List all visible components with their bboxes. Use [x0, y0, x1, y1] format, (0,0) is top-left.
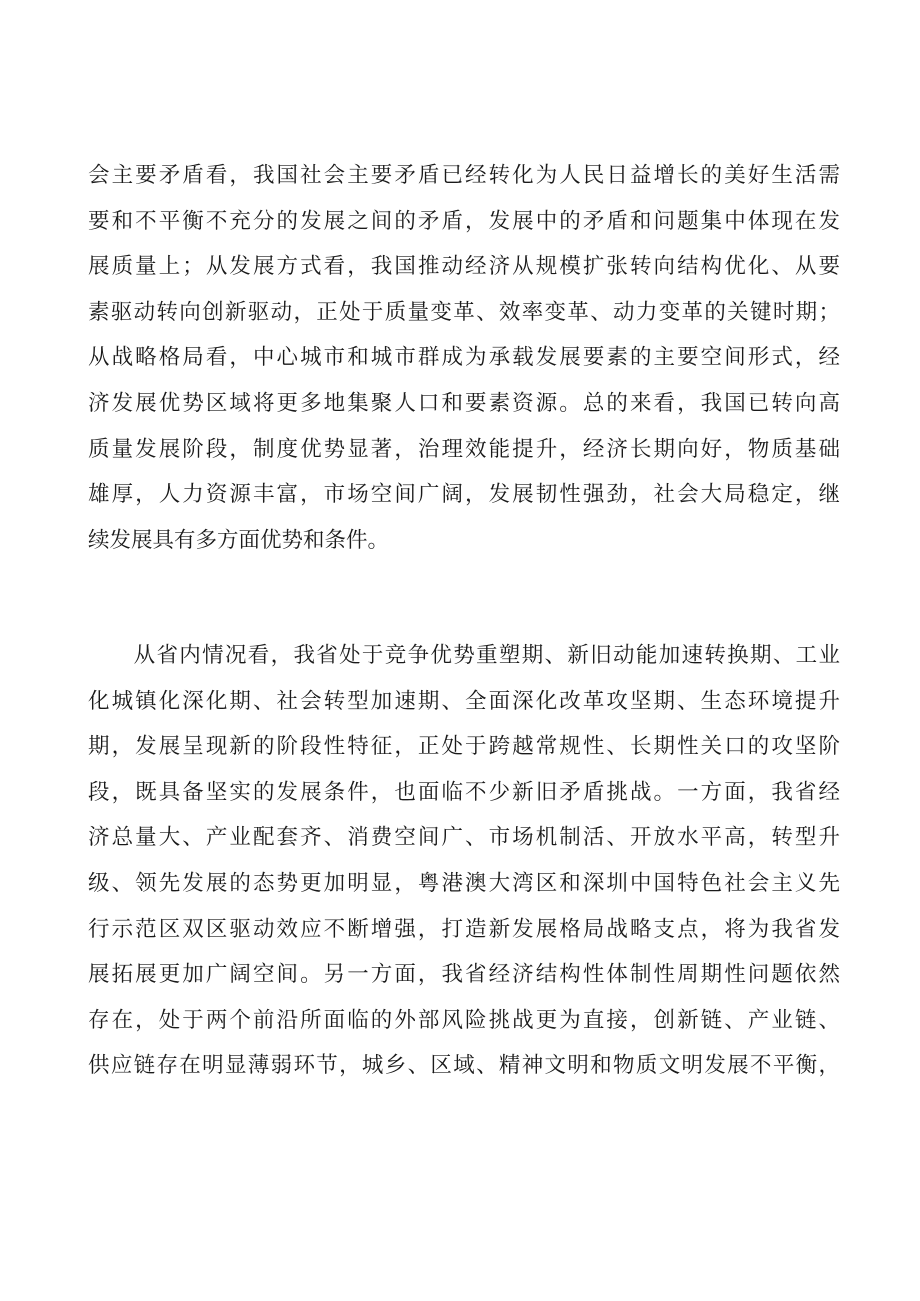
- paragraph-2-line: 供应链存在明显薄弱环节，城乡、区域、精神文明和物质文明发展不平衡，: [88, 1053, 840, 1079]
- paragraph-2-line: 化城镇化深化期、社会转型加速期、全面深化改革攻坚期、生态环境提升: [88, 688, 840, 714]
- paragraph-1: [88, 153, 840, 563]
- paragraph-1-line: 续发展具有多方面优势和条件。: [88, 527, 390, 553]
- paragraph-1-line: 会主要矛盾看，我国社会主要矛盾已经转化为人民日益增长的美好生活需: [88, 163, 840, 188]
- paragraph-2-line: 存在，处于两个前沿所面临的外部风险挑战更为直接，创新链、产业链、: [88, 1007, 840, 1033]
- paragraph-2-line: 段，既具备坚实的发展条件，也面临不少新旧矛盾挑战。一方面，我省经: [88, 779, 840, 805]
- paragraph-1-line: 要和不平衡不充分的发展之间的矛盾，发展中的矛盾和问题集中体现在发: [88, 208, 840, 234]
- paragraph-1-line: 济发展优势区域将更多地集聚人口和要素资源。总的来看，我国已转向高: [88, 390, 840, 416]
- paragraph-2-line: 展拓展更加广阔空间。另一方面，我省经济结构性体制性周期性问题依然: [88, 962, 840, 988]
- paragraph-1-line: 质量发展阶段，制度优势显著，治理效能提升，经济长期向好，物质基础: [88, 436, 840, 462]
- paragraph-1-line: 展质量上；从发展方式看，我国推动经济从规模扩张转向结构优化、从要: [88, 254, 840, 280]
- paragraph-1-line: 从战略格局看，中心城市和城市群成为承载发展要素的主要空间形式，经: [88, 345, 840, 371]
- paragraph-2-line: 行示范区双区驱动效应不断增强，打造新发展格局战略支点，将为我省发: [88, 916, 840, 942]
- paragraph-2-line: 期，发展呈现新的阶段性特征，正处于跨越常规性、长期性关口的攻坚阶: [88, 734, 840, 760]
- paragraph-1-line: 素驱动转向创新驱动，正处于质量变革、效率变革、动力变革的关键时期；: [88, 299, 840, 325]
- paragraph-2-line: 从省内情况看，我省处于竞争优势重塑期、新旧动能加速转换期、工业: [88, 643, 840, 668]
- paragraph-2: [88, 633, 840, 1089]
- paragraph-2-line: 济总量大、产业配套齐、消费空间广、市场机制活、开放水平高，转型升: [88, 825, 840, 851]
- paragraph-2-line: 级、领先发展的态势更加明显，粤港澳大湾区和深圳中国特色社会主义先: [88, 870, 840, 896]
- paragraph-1-line: 雄厚，人力资源丰富，市场空间广阔，发展韧性强劲，社会大局稳定，继: [88, 482, 840, 508]
